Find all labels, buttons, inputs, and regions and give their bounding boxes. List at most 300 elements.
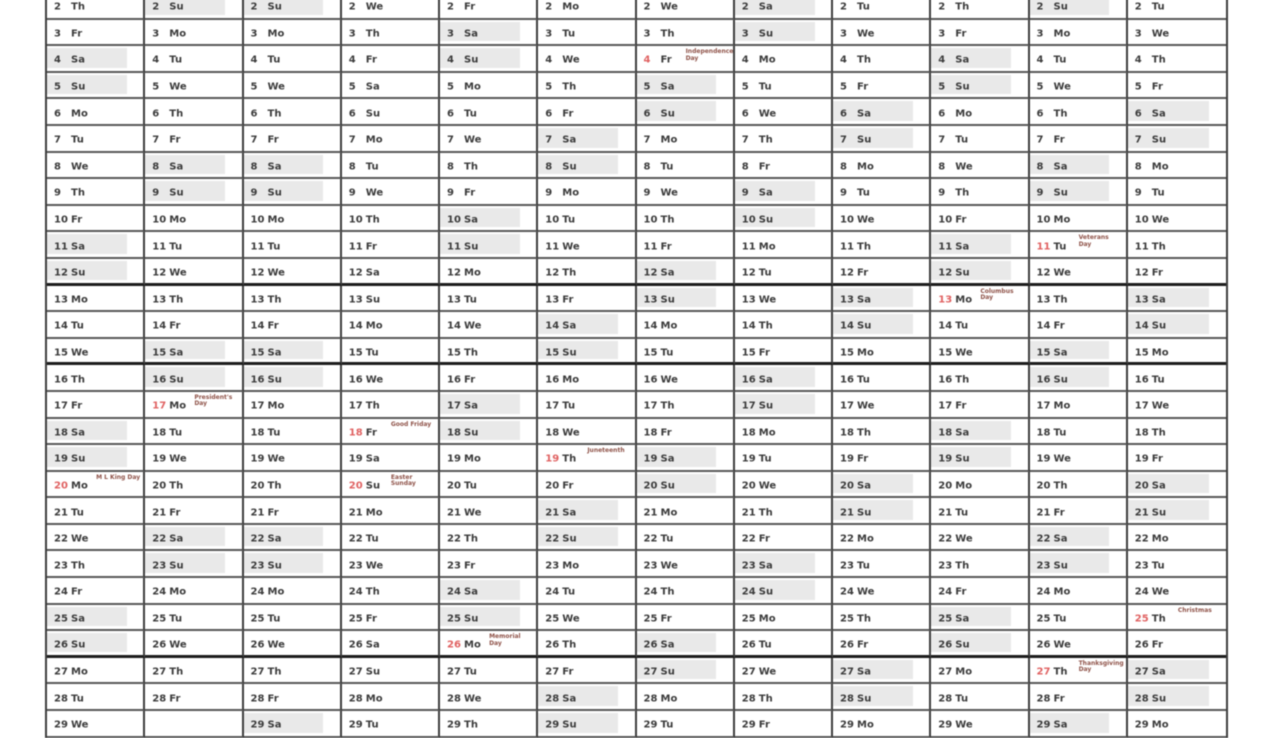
- day-number: 18: [447, 427, 461, 439]
- day-text: [1037, 607, 1067, 626]
- day-text: [447, 22, 478, 41]
- day-cell: [637, 711, 735, 738]
- weekday-abbr: Tu: [955, 321, 969, 333]
- day-number: 4: [1134, 55, 1142, 67]
- weekday-abbr: Sa: [365, 639, 380, 651]
- day-cell: [145, 498, 243, 525]
- day-cell: [47, 153, 145, 180]
- day-number: 5: [938, 81, 946, 93]
- day-number: 4: [741, 55, 749, 67]
- day-number: 7: [1134, 135, 1142, 147]
- day-cell: [244, 46, 342, 73]
- weekday-abbr: Fr: [758, 161, 770, 173]
- weekday-abbr: Su: [660, 108, 675, 120]
- day-cell: [637, 498, 735, 525]
- weekday-abbr: Su: [758, 400, 774, 412]
- weekday-abbr: Su: [365, 480, 381, 492]
- day-cell: [440, 232, 538, 259]
- day-text: [938, 686, 968, 705]
- weekday-abbr: Fr: [464, 560, 476, 572]
- day-cell: [145, 153, 243, 180]
- day-number: 20: [250, 480, 265, 492]
- day-text: [545, 260, 576, 279]
- day-text: [1135, 686, 1166, 705]
- weekday-abbr: We: [1151, 587, 1170, 599]
- day-number: 3: [54, 28, 61, 40]
- day-number: 26: [1134, 639, 1149, 651]
- day-number: 17: [545, 400, 560, 412]
- day-text: [152, 474, 183, 493]
- day-cell: [342, 153, 440, 180]
- day-text: [1135, 234, 1166, 253]
- day-cell: [538, 578, 636, 605]
- day-cell: [833, 711, 931, 738]
- weekday-abbr: Tu: [267, 613, 281, 625]
- weekday-abbr: Fr: [955, 214, 967, 226]
- day-number: 2: [643, 2, 651, 14]
- day-cell: [637, 365, 735, 392]
- day-text: [152, 208, 186, 227]
- day-text: [251, 101, 282, 120]
- holiday-label: President's Day: [194, 393, 233, 408]
- day-number: 10: [1134, 214, 1149, 226]
- weekday-abbr: We: [169, 81, 187, 93]
- day-text: [1037, 155, 1068, 174]
- weekday-abbr: Mo: [857, 161, 874, 173]
- day-text: [938, 288, 972, 307]
- day-number: 18: [741, 427, 756, 439]
- day-cell: [440, 365, 538, 392]
- weekday-abbr: Tu: [1053, 55, 1067, 67]
- day-number: 20: [152, 480, 167, 492]
- day-text: [54, 155, 88, 174]
- weekday-abbr: Tu: [660, 347, 674, 359]
- day-number: 9: [1036, 188, 1044, 200]
- day-cell: [1128, 445, 1226, 472]
- weekday-abbr: Th: [758, 321, 773, 333]
- day-number: 23: [643, 560, 658, 572]
- weekday-abbr: Tu: [758, 81, 772, 93]
- day-text: [742, 713, 770, 732]
- day-number: 8: [1036, 161, 1044, 173]
- day-number: 28: [152, 693, 167, 705]
- holiday-label: Memorial Day: [489, 633, 521, 647]
- day-cell: [833, 365, 931, 392]
- day-cell: [833, 551, 931, 578]
- weekday-abbr: Sa: [1053, 161, 1068, 173]
- day-number: 17: [348, 400, 363, 412]
- day-number: 11: [348, 241, 363, 253]
- day-cell: [735, 658, 833, 685]
- day-number: 20: [447, 480, 461, 492]
- weekday-abbr: Mo: [660, 321, 678, 333]
- day-number: 5: [447, 81, 454, 93]
- day-number: 25: [1036, 613, 1051, 625]
- weekday-abbr: Mo: [71, 666, 88, 678]
- day-text: [840, 75, 868, 94]
- day-text: [349, 394, 380, 413]
- weekday-abbr: Fr: [1053, 507, 1065, 519]
- day-cell: [145, 206, 243, 233]
- day-number: 26: [938, 639, 953, 651]
- weekday-abbr: Th: [267, 108, 282, 120]
- day-number: 24: [1036, 587, 1051, 599]
- weekday-abbr: We: [71, 533, 89, 545]
- day-cell: [538, 392, 636, 419]
- day-text: [152, 22, 186, 41]
- day-text: [152, 660, 183, 679]
- day-text: [545, 48, 579, 67]
- day-number: 8: [54, 161, 61, 173]
- day-number: 12: [938, 267, 953, 279]
- weekday-abbr: Mo: [71, 108, 88, 120]
- weekday-abbr: Th: [955, 188, 970, 200]
- day-text: [152, 686, 180, 705]
- day-cell: [1030, 259, 1128, 286]
- weekday-abbr: Th: [1053, 666, 1068, 678]
- weekday-abbr: Tu: [71, 321, 84, 333]
- day-cell: [440, 286, 538, 313]
- day-cell: [538, 365, 636, 392]
- day-cell: [440, 312, 538, 339]
- day-number: 29: [840, 720, 854, 732]
- day-number: 19: [152, 454, 167, 466]
- day-cell: [440, 20, 538, 47]
- weekday-abbr: Mo: [562, 374, 580, 386]
- day-text: [545, 421, 579, 440]
- day-text: [1135, 208, 1169, 227]
- day-number: 2: [152, 2, 160, 14]
- day-text: [54, 22, 82, 41]
- day-cell: [735, 711, 833, 738]
- weekday-abbr: We: [169, 267, 187, 279]
- weekday-abbr: Tu: [562, 587, 576, 599]
- day-cell: [1030, 339, 1128, 366]
- day-text: [54, 288, 88, 307]
- day-cell: [833, 99, 931, 126]
- day-cell: [145, 259, 243, 286]
- day-text: [251, 208, 285, 227]
- day-number: 29: [1134, 720, 1149, 732]
- weekday-abbr: Su: [1053, 2, 1068, 14]
- weekday-abbr: Tu: [365, 720, 379, 732]
- day-cell: [342, 631, 440, 658]
- day-number: 24: [938, 587, 953, 599]
- day-cell: [1128, 99, 1226, 126]
- day-text: [644, 367, 678, 386]
- day-number: 24: [250, 587, 265, 599]
- weekday-abbr: Su: [758, 28, 774, 40]
- weekday-abbr: Th: [955, 2, 970, 14]
- day-cell: [1128, 0, 1226, 20]
- day-number: 22: [938, 533, 953, 545]
- day-number: 20: [1036, 480, 1051, 492]
- day-number: 3: [840, 28, 847, 40]
- day-number: 3: [1036, 28, 1044, 40]
- holiday-label: Christmas: [1177, 606, 1212, 614]
- day-text: [349, 686, 383, 705]
- day-number: 21: [250, 507, 265, 519]
- day-text: [152, 340, 183, 359]
- weekday-abbr: Mo: [758, 241, 776, 253]
- weekday-abbr: Sa: [169, 161, 184, 173]
- day-number: 28: [348, 693, 363, 705]
- weekday-abbr: Su: [562, 533, 577, 545]
- day-text: [1037, 234, 1067, 253]
- day-cell: [1128, 498, 1226, 525]
- day-text: [152, 101, 183, 120]
- day-text: [938, 0, 969, 14]
- weekday-abbr: We: [955, 347, 973, 359]
- weekday-abbr: Th: [169, 480, 184, 492]
- day-cell: [637, 445, 735, 472]
- day-cell: [1030, 46, 1128, 73]
- day-text: [152, 234, 182, 253]
- day-text: [349, 234, 377, 253]
- day-cell: [1128, 20, 1226, 47]
- day-number: 2: [250, 2, 258, 14]
- day-cell: [735, 0, 833, 20]
- weekday-abbr: Fr: [955, 28, 967, 40]
- weekday-abbr: Su: [71, 454, 86, 466]
- day-number: 5: [152, 81, 160, 93]
- weekday-abbr: Mo: [660, 693, 678, 705]
- day-text: [447, 421, 478, 440]
- day-cell: [145, 525, 243, 552]
- weekday-abbr: Th: [857, 613, 871, 625]
- day-number: 21: [447, 507, 461, 519]
- day-text: [54, 48, 85, 67]
- day-number: 5: [1036, 81, 1044, 93]
- day-number: 2: [741, 2, 749, 14]
- day-cell: [1030, 365, 1128, 392]
- weekday-abbr: Tu: [365, 347, 379, 359]
- day-number: 27: [545, 666, 560, 678]
- weekday-abbr: Su: [365, 294, 381, 306]
- weekday-abbr: Tu: [955, 693, 969, 705]
- day-text: [1037, 394, 1071, 413]
- day-number: 11: [741, 241, 756, 253]
- day-number: 17: [741, 400, 756, 412]
- day-number: 9: [348, 188, 356, 200]
- weekday-abbr: Fr: [464, 188, 476, 200]
- weekday-abbr: Fr: [267, 135, 279, 147]
- day-number: 24: [152, 587, 167, 599]
- day-number: 25: [741, 613, 756, 625]
- day-text: [1135, 554, 1165, 573]
- day-cell: [735, 99, 833, 126]
- day-number: 23: [840, 560, 854, 572]
- day-cell: [145, 392, 243, 419]
- day-cell: [1030, 631, 1128, 658]
- day-number: 14: [1134, 321, 1149, 333]
- day-cell: [538, 286, 636, 313]
- weekday-abbr: Sa: [758, 374, 773, 386]
- day-text: [1135, 527, 1169, 546]
- day-text: [840, 713, 874, 732]
- day-text: [1135, 22, 1169, 41]
- day-text: [447, 234, 478, 253]
- day-text: [545, 288, 573, 307]
- day-text: [840, 633, 868, 652]
- weekday-abbr: Th: [365, 214, 380, 226]
- weekday-abbr: Su: [857, 135, 872, 147]
- day-text: [54, 527, 88, 546]
- day-number: 16: [348, 374, 363, 386]
- weekday-abbr: Su: [169, 374, 184, 386]
- day-text: [447, 260, 481, 279]
- day-cell: [244, 631, 342, 658]
- day-cell: [538, 605, 636, 632]
- day-number: 3: [152, 28, 160, 40]
- day-cell: [440, 0, 538, 20]
- day-number: 18: [348, 427, 363, 439]
- weekday-abbr: Mo: [1053, 400, 1071, 412]
- day-number: 19: [348, 454, 363, 466]
- day-text: [840, 22, 874, 41]
- weekday-abbr: Fr: [758, 720, 770, 732]
- day-cell: [931, 392, 1029, 419]
- holiday-label: Easter Sunday: [390, 473, 416, 488]
- day-cell: [145, 551, 243, 578]
- weekday-abbr: Su: [464, 613, 479, 625]
- day-cell: [47, 419, 145, 446]
- day-number: 14: [152, 321, 167, 333]
- day-number: 27: [447, 666, 461, 678]
- day-cell: [637, 259, 735, 286]
- weekday-abbr: We: [365, 188, 384, 200]
- weekday-abbr: Tu: [1053, 241, 1067, 253]
- weekday-abbr: Mo: [169, 400, 187, 412]
- day-number: 20: [545, 480, 560, 492]
- weekday-abbr: Su: [365, 666, 381, 678]
- day-cell: [1030, 472, 1128, 499]
- weekday-abbr: Fr: [857, 267, 869, 279]
- day-number: 19: [938, 454, 953, 466]
- day-cell: [342, 578, 440, 605]
- day-text: [251, 607, 281, 626]
- weekday-abbr: Mo: [857, 347, 874, 359]
- weekday-abbr: We: [464, 507, 482, 519]
- day-cell: [1030, 551, 1128, 578]
- day-number: 6: [152, 108, 160, 120]
- weekday-abbr: Sa: [71, 427, 85, 439]
- day-cell: [538, 551, 636, 578]
- day-cell: [931, 0, 1029, 20]
- day-cell: [47, 365, 145, 392]
- weekday-abbr: Fr: [758, 533, 770, 545]
- day-text: [644, 314, 678, 333]
- day-text: [251, 474, 282, 493]
- day-text: [152, 447, 186, 466]
- weekday-abbr: Fr: [955, 400, 967, 412]
- day-cell: [244, 126, 342, 153]
- day-text: [54, 580, 82, 599]
- weekday-abbr: Su: [464, 427, 479, 439]
- day-cell: [244, 472, 342, 499]
- day-text: [54, 713, 88, 732]
- day-number: 23: [545, 560, 560, 572]
- day-number: 12: [447, 267, 461, 279]
- day-number: 13: [1036, 294, 1051, 306]
- weekday-abbr: We: [71, 347, 89, 359]
- day-number: 21: [938, 507, 953, 519]
- day-cell: [1128, 46, 1226, 73]
- day-number: 17: [840, 400, 854, 412]
- day-cell: [1030, 684, 1128, 711]
- day-text: [840, 208, 874, 227]
- day-number: 21: [1036, 507, 1051, 519]
- day-text: [742, 260, 772, 279]
- day-cell: [1128, 419, 1226, 446]
- day-cell: [931, 631, 1029, 658]
- day-text: [742, 181, 773, 200]
- day-number: 11: [1134, 241, 1149, 253]
- day-text: [1135, 367, 1165, 386]
- day-text: [1037, 633, 1071, 652]
- weekday-abbr: Fr: [1151, 454, 1163, 466]
- day-cell: [244, 20, 342, 47]
- day-text: [447, 633, 481, 652]
- day-number: 28: [54, 693, 68, 705]
- day-number: 10: [840, 214, 854, 226]
- day-text: [152, 181, 183, 200]
- day-text: [349, 75, 380, 94]
- day-text: [545, 686, 576, 705]
- day-number: 19: [545, 454, 560, 466]
- day-text: [545, 447, 576, 466]
- weekday-abbr: Fr: [169, 507, 181, 519]
- weekday-abbr: We: [562, 55, 580, 67]
- day-text: [447, 447, 481, 466]
- day-text: [1135, 633, 1163, 652]
- day-number: 16: [545, 374, 560, 386]
- day-number: 15: [348, 347, 363, 359]
- day-cell: [145, 179, 243, 206]
- weekday-abbr: Mo: [955, 480, 973, 492]
- weekday-abbr: Sa: [71, 55, 85, 67]
- day-number: 20: [938, 480, 953, 492]
- day-number: 15: [447, 347, 461, 359]
- day-text: [545, 234, 579, 253]
- day-cell: [931, 445, 1029, 472]
- day-text: [152, 314, 180, 333]
- day-cell: [47, 578, 145, 605]
- day-cell: [1030, 206, 1128, 233]
- day-cell: [244, 232, 342, 259]
- day-cell: [145, 232, 243, 259]
- day-text: [152, 75, 186, 94]
- weekday-abbr: Tu: [955, 507, 969, 519]
- day-text: [742, 234, 776, 253]
- weekday-abbr: Su: [1151, 135, 1167, 147]
- day-number: 6: [643, 108, 651, 120]
- day-text: [152, 394, 186, 413]
- day-number: 18: [1036, 427, 1051, 439]
- day-text: [447, 686, 481, 705]
- weekday-abbr: Tu: [71, 507, 84, 519]
- day-cell: [1128, 126, 1226, 153]
- day-text: [840, 447, 868, 466]
- day-cell: [1030, 73, 1128, 100]
- weekday-abbr: Mo: [169, 28, 187, 40]
- day-cell: [244, 551, 342, 578]
- weekday-abbr: Su: [1151, 693, 1167, 705]
- weekday-abbr: We: [562, 241, 580, 253]
- weekday-abbr: Th: [562, 267, 577, 279]
- weekday-abbr: Th: [464, 347, 478, 359]
- day-cell: [538, 472, 636, 499]
